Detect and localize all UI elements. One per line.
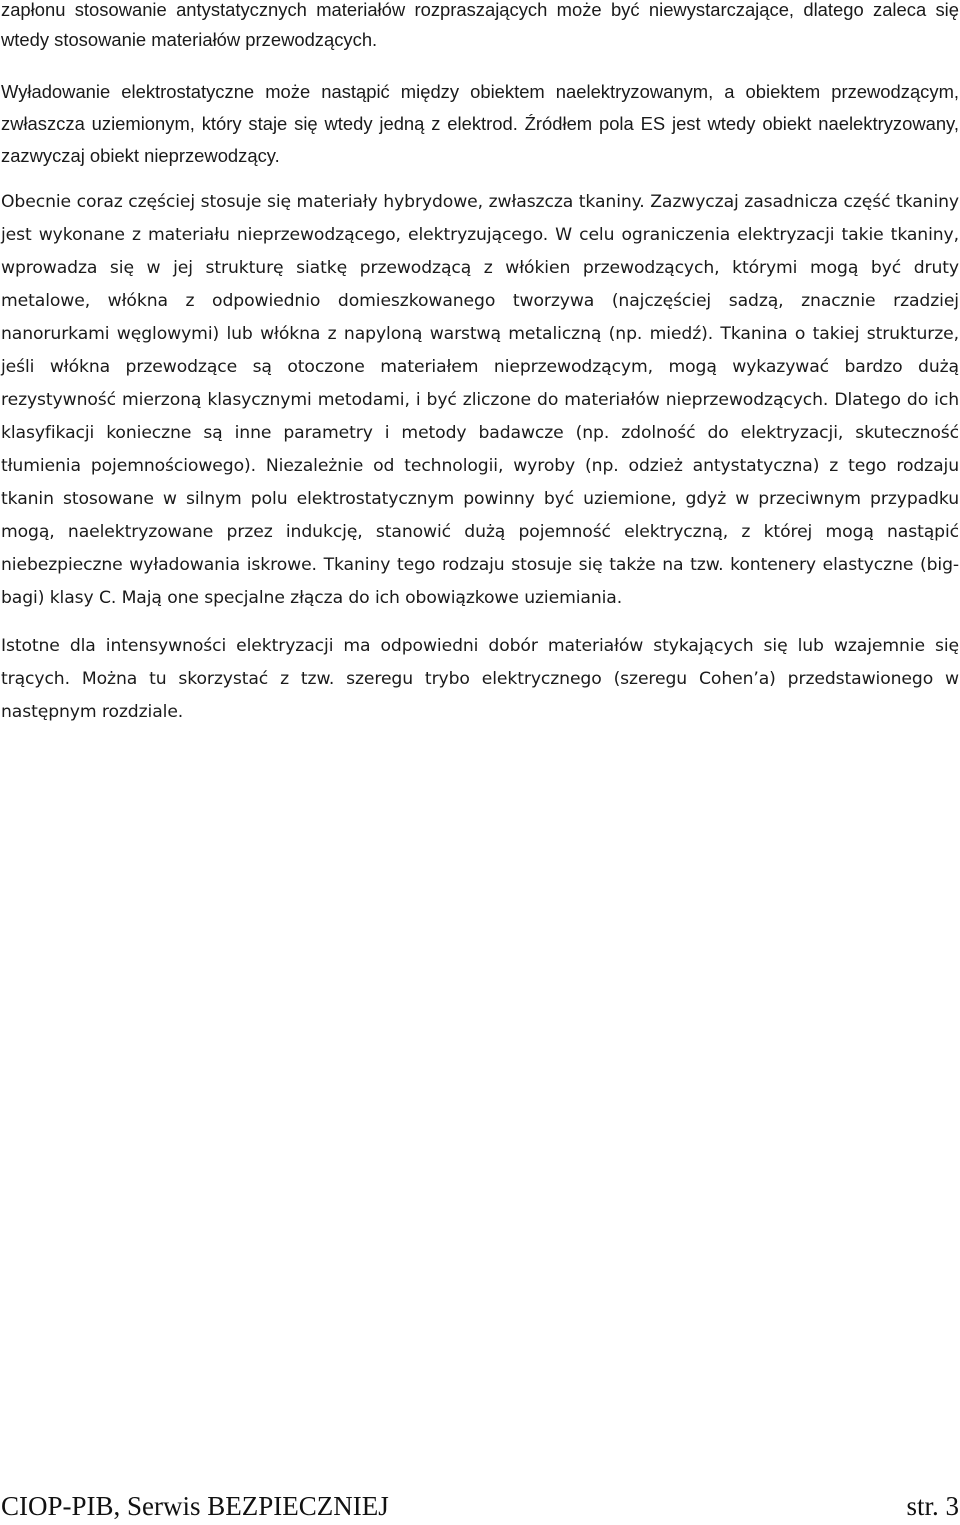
paragraph-triboelectric-series: Istotne dla intensywności elektryzacji ma odpowiedni dobór materiałów stykających się lub wzajemnie się trących. Można tu skorzystać z tzw. szeregu trybo elektrycznego (szeregu Cohen’a) przedstawionego w następnym rozdziale. — [1, 636, 959, 722]
paragraph-electrostatic-discharge: Wyładowanie elektrostatyczne może nastąpić między obiektem naelektryzowanym, a obiektem przewodzącym, zwłaszcza uziemionym, który staje się wtedy jedną z elektrod. Źródłem pola ES jest wtedy obiekt naelektryzowany, zazwyczaj obiekt nieprzewodzący. — [1, 81, 959, 166]
document-body — [1, 0, 959, 729]
footer-page-number: str. 3 — [906, 1491, 959, 1521]
paragraph-conductive-materials: zapłonu stosowanie antystatycznych materiałów rozpraszających może być niewystarczające, dlatego zaleca się wtedy stosowanie materiałów przewodzących. — [1, 0, 959, 50]
footer-publisher: CIOP-PIB, Serwis BEZPIECZNIEJ — [1, 1491, 389, 1521]
page-footer — [1, 1488, 959, 1524]
paragraph-hybrid-materials: Obecnie coraz częściej stosuje się materiały hybrydowe, zwłaszcza tkaniny. Zazwyczaj zasadnicza część tkaniny jest wykonane z materiału nieprzewodzącego, elektryzującego. W celu ograniczenia elektryzacji takie tkaniny, wprowadza się w jej strukturę siatkę przewodzącą z włókien przewodzących, którymi mogą być druty metalowe, włókna z odpowiednio domieszkowanego tworzywa (najczęściej sadzą, znacznie rzadziej nanorurkami węglowymi) lub włókna z napyloną warstwą metaliczną (np. miedź). Tkanina o takiej strukturze, jeśli włókna przewodzące są otoczone materiałem nieprzewodzącym, mogą wykazywać bardzo dużą rezystywność mierzoną klasycznymi metodami, i być zliczone do materiałów nieprzewodzących. Dlatego do ich klasyfikacji konieczne są inne parametry i metody badawcze (np. zdolność do elektryzacji, skuteczność tłumienia pojemnościowego). Niezależnie od technologii, wyroby (np. odzież antystatyczna) z tego rodzaju tkanin stosowane w silnym polu elektrostatycznym powinny być uziemione, gdyż w przeciwnym przypadku mogą, naelektryzowane przez indukcję, stanowić dużą pojemność elektryczną, z której mogą nastąpić niebezpieczne wyładowania iskrowe. Tkaniny tego rodzaju stosuje się także na tzw. kontenery elastyczne (big-bagi) klasy C. Mają one specjalne złącza do ich obowiązkowe uziemiania. — [1, 192, 959, 608]
